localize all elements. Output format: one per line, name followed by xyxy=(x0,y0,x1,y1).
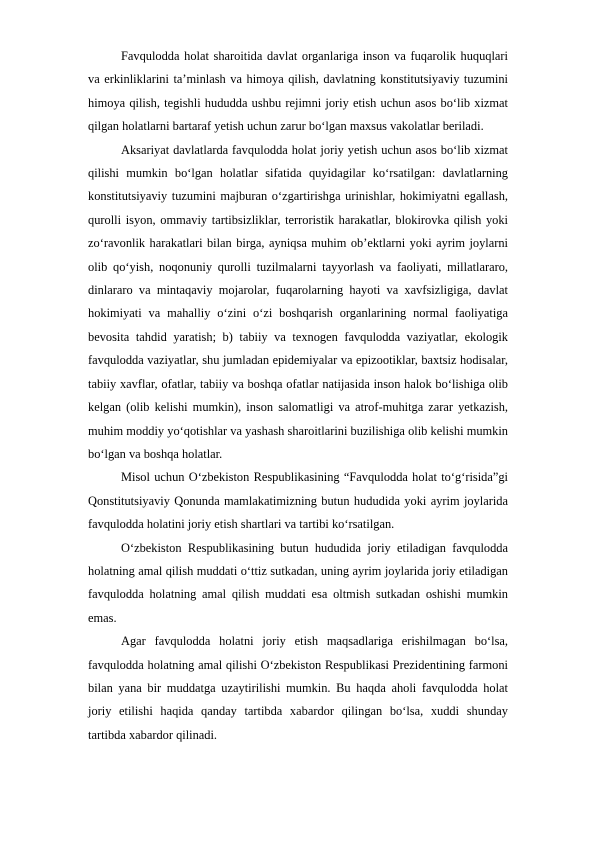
paragraph-special-powers: Favqulodda holat sharoitida davlat organlariga inson va fuqarolik huquqlari va erkinliklarini ta’minlash va himoya qilish, davlatning konstitutsiyaviy tuzumini himoya qilish, tegishli hududda ushbu rejimni joriy etish uchun asos bo‘lib xizmat qilgan holatlarni bartaraf yetish uchun zarur bo‘lgan maxsus vakolatlar beriladi. xyxy=(88,49,508,134)
document-page xyxy=(88,45,508,747)
paragraph-duration: O‘zbekiston Respublikasining butun hududida joriy etiladigan favqulodda holatning amal qilish muddati o‘ttiz sutkadan, uning ayrim joylarida joriy etiladigan favqulodda holatning amal qilish muddati esa oltmish sutkadan oshishi mumkin emas. xyxy=(88,540,508,625)
paragraph-grounds-for-emergency: Aksariyat davlatlarda favqulodda holat joriy yetish uchun asos bo‘lib xizmat qilishi mumkin bo‘lgan holatlar sifatida quyidagilar ko‘rsatilgan: davlatlarning konstitutsiyaviy tuzumini majburan o‘zgartirishga urinishlar, hokimiyatni egallash, qurolli isyon, ommaviy tartibsizliklar, terroristik harakatlar, blokirovka qilish yoki zo‘ravonlik harakatlari bilan birga, ayniqsa muhim ob’ektlarni yoki ayrim joylarni olib qo‘yish, noqonuniy qurolli tuzilmalarni tayyorlash va faoliyati, millatlararo, dinlararo va mintaqaviy mojarolar, fuqarolarning hayoti va xavfsizligiga, davlat hokimiyati va mahalliy o‘zini o‘zi boshqarish organlarining normal faoliyatiga bevosita tahdid yaratish; b) tabiiy va texnogen favqulodda vaziyatlar, ekologik favqulodda vaziyatlar, shu jumladan epidemiyalar va epizootiklar, baxtsiz hodisalar, tabiiy xavflar, ofatlar, tabiiy va boshqa ofatlar natijasida inson halok bo‘lishiga olib kelgan (olib kelishi mumkin), inson salomatligi va atrof-muhitga zarar yetkazish, muhim moddiy yo‘qotishlar va yashash sharoitlarini buzilishiga olib kelishi mumkin bo‘lgan va boshqa holatlar. xyxy=(88,142,508,461)
paragraph-extension: Agar favqulodda holatni joriy etish maqsadlariga erishilmagan bo‘lsa, favqulodda holatning amal qilishi O‘zbekiston Respublikasi Prezidentining farmoni bilan yana bir muddatga uzaytirilishi mumkin. Bu haqda aholi favqulodda holat joriy etilishi haqida qanday tartibda xabardor qilingan bo‘lsa, xuddi shunday tartibda xabardor qilinadi. xyxy=(88,634,508,742)
paragraph-uzbekistan-law: Misol uchun O‘zbekiston Respublikasining “Favqulodda holat to‘g‘risida”gi Qonstitutsiyaviy Qonunda mamlakatimizning butun hududida yoki ayrim joylarida favqulodda holatini joriy etish shartlari va tartibi ko‘rsatilgan. xyxy=(88,470,508,532)
